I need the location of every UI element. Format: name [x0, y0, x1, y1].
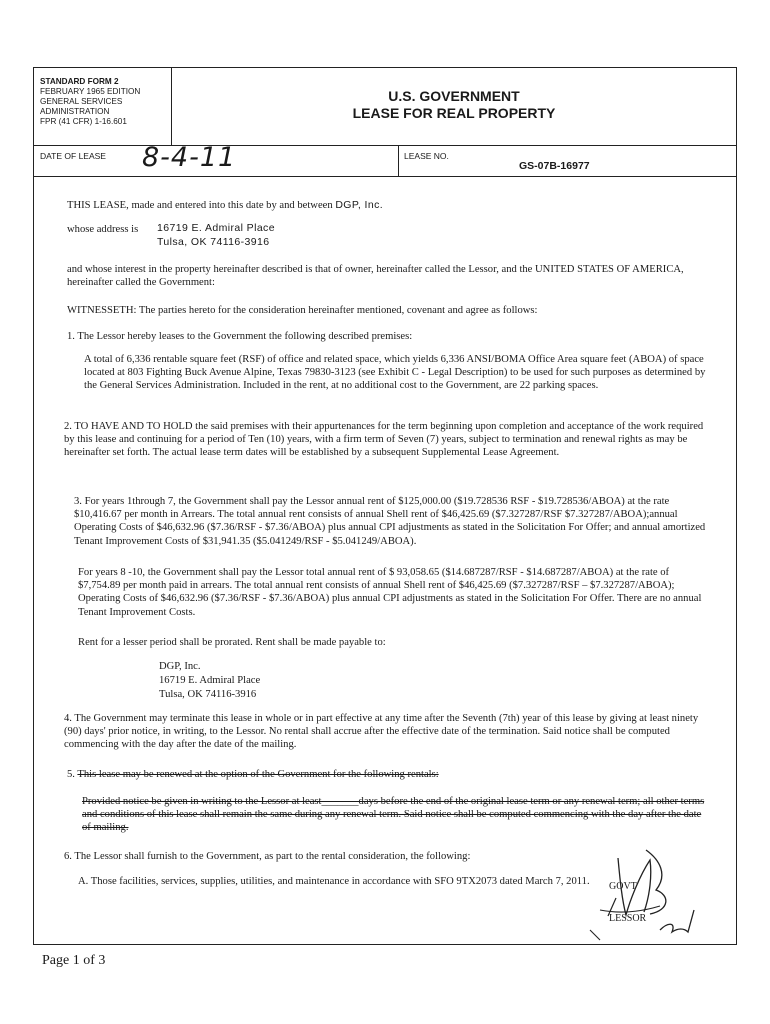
section-5-number: 5.	[67, 769, 78, 780]
section-6a: A. Those facilities, services, supplies, utilities, and maintenance in accordance with SFO 9TX2073 dated March 7, 2011.	[78, 876, 590, 887]
form-title	[172, 68, 736, 145]
lease-body	[34, 177, 736, 944]
section-2: 2. TO HAVE AND TO HOLD the said premises with their appurtenances for the term beginning upon completion and acceptance of the work required by this lease and continuing for a period of Ten (10) years, with a firm term of Seven (7) years, subject to termination and renewal rights as may be hereinafter set forth. The actual lease term dates will be established by a subsequent Supplemental Lease Agreement.	[64, 421, 704, 459]
section-5-struck: This lease may be renewed at the option of the Government for the following rentals:	[77, 769, 439, 780]
section-6: 6. The Lessor shall furnish to the Government, as part to the rental consideration, the following:	[64, 851, 471, 862]
lease-form	[33, 67, 737, 945]
address-line: Tulsa, OK 74116-3916	[157, 236, 270, 248]
section-4: 4. The Government may terminate this lease in whole or in part effective at any time after the Seventh (7th) year of this lease by giving at least ninety (90) days' prior notice, in writing, to the Lessor. No rental shall accrue after the effective date of the termination. Said notice shall be computed commencing with the day after the date of the mailing.	[64, 713, 699, 751]
handwritten-initials-icon	[560, 840, 720, 946]
date-row	[34, 142, 736, 177]
lease-number-label: LEASE NO.	[404, 151, 449, 161]
witnesseth-paragraph: WITNESSETH: The parties hereto for the consideration hereinafter mentioned, covenant and agree as follows:	[67, 305, 538, 316]
section-5	[67, 768, 707, 781]
form-line: GENERAL SERVICES	[40, 97, 123, 106]
payee-line: Tulsa, OK 74116-3916	[159, 689, 257, 700]
section-3: 3. For years 1through 7, the Government shall pay the Lessor annual rent of $125,000.00 ($19.728536 RSF - $19.728536/ABOA) at the rate $10,416.67 per month in Arrears. The total annual rent consists of annual Shell rent of $46,425.69 ($7.327287/RSF $7.327287/ABOA);annual Operating Costs of $46,632.96 ($7.36/RSF - $7.36/ABOA) plus annual CPI adjustments as stated in the Solicitation For Offer; and annual amortized Tenant Improvement Costs of $31,941.35 ($5.041249/RSF - $5.041249/ABOA).	[74, 496, 706, 547]
address-label: whose address is	[67, 224, 139, 235]
payee-line: DGP, Inc.	[159, 661, 201, 672]
payee-line: 16719 E. Admiral Place	[159, 675, 261, 686]
form-line: FEBRUARY 1965 EDITION	[40, 87, 141, 96]
date-of-lease-handwritten: 8-4-11	[142, 142, 237, 173]
title-line: LEASE FOR REAL PROPERTY	[352, 105, 556, 121]
form-identifier	[34, 68, 172, 145]
form-line: ADMINISTRATION	[40, 107, 110, 116]
section-1: 1. The Lessor hereby leases to the Government the following described premises:	[67, 331, 413, 342]
address-line: 16719 E. Admiral Place	[157, 222, 275, 234]
page-number: Page 1 of 3	[42, 953, 106, 968]
section-3-years-8-10: For years 8 -10, the Government shall pay the Lessor total annual rent of $ 93,058.65 ($14.687287/RSF - $14.687287/ABOA) at the rate of $7,754.89 per month paid in arrears. The total annual rent consists of annual Shell rent of $46,425.69 ($7.327287/RSF – $7.327287/ABOA); Operating Costs of $46,632.96 ($7.36/RSF - $7.36/ABOA) plus annual CPI adjustments as stated in the Solicitation For Offer. There are no annual Tenant Improvement Costs.	[78, 567, 702, 618]
intro-text: THIS LEASE, made and entered into this date by and between	[67, 200, 336, 211]
section-5-detail-struck: Provided notice be given in writing to the Lessor at least_______days before the end of the original lease term or any renewal term; all other terms and conditions of this lease shall remain the same during any renewal term. Said notice shall be computed commencing with the day after the date of mailing.	[82, 796, 705, 834]
govt-initials-label: GOVT	[609, 881, 637, 892]
lease-number-value: GS-07B-16977	[519, 160, 590, 172]
form-line: FPR (41 CFR) 1-16.601	[40, 117, 127, 126]
date-of-lease-label: DATE OF LEASE	[40, 151, 106, 161]
lessor-initials-label: LESSOR	[609, 913, 647, 924]
section-3-payable: Rent for a lesser period shall be prorated. Rent shall be made payable to:	[78, 637, 386, 648]
title-line: U.S. GOVERNMENT	[388, 88, 520, 104]
section-1-detail: A total of 6,336 rentable square feet (RSF) of office and related space, which yields 6,336 ANSI/BOMA Office Area square feet (ABOA) of space located at 803 Fighting Buck Avenue Alpine, Texas 79830-3123 (see Exhibit C - Legal Description) to be used for such purposes as determined by the General Services Administration. Included in the rent, at no additional cost to the Government, are 22 parking spaces.	[84, 354, 706, 392]
intro-paragraph	[67, 199, 707, 212]
form-line: STANDARD FORM 2	[40, 77, 119, 86]
lessor-name: DGP, Inc.	[335, 199, 384, 211]
lease-number-cell	[398, 146, 736, 176]
interest-paragraph: and whose interest in the property hereinafter described is that of owner, hereinafter called the Lessor, and the UNITED STATES OF AMERICA, hereinafter called the Government:	[67, 264, 684, 289]
